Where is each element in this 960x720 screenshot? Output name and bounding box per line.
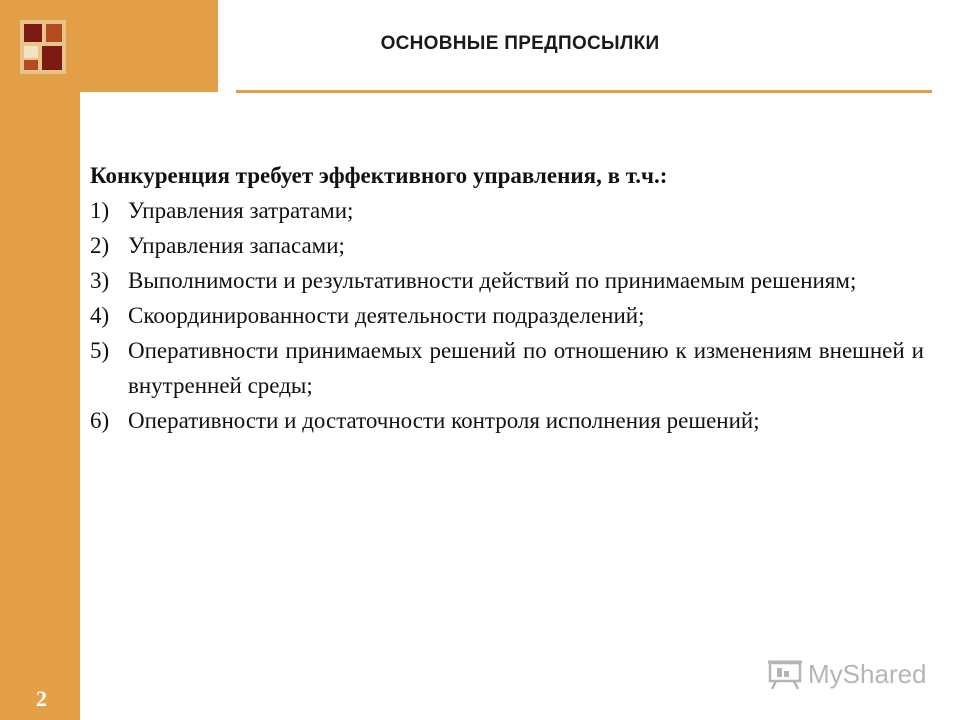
logo: [20, 20, 66, 74]
list-text: Оперативности принимаемых решений по отношению к изменениям внешней и внутренней среды;: [128, 338, 924, 398]
title-underline: [236, 90, 932, 93]
list-number: 3): [90, 268, 110, 293]
content-heading: Конкуренция требует эффективного управления, в т.ч.:: [90, 163, 668, 188]
list-text: Оперативности и достаточности контроля исполнения решений;: [128, 408, 760, 433]
list-text: Выполнимости и результативности действий по принимаемым решениям;: [128, 268, 857, 293]
list-text: Скоординированности деятельности подразделений;: [128, 303, 645, 328]
list-item: [90, 228, 924, 263]
watermark: [768, 657, 927, 691]
list-text: Управления запасами;: [128, 233, 345, 258]
list-number: 4): [90, 303, 110, 328]
list-item: [90, 193, 924, 228]
list-number: 1): [90, 198, 110, 223]
list-number: 2): [90, 233, 110, 258]
slide-title: ОСНОВНЫЕ ПРЕДПОСЫЛКИ: [380, 33, 660, 54]
list-item: [90, 403, 924, 438]
list-item: [90, 298, 924, 333]
presentation-board-icon: [768, 659, 802, 689]
page-number: 2: [36, 686, 47, 711]
slide-content: [90, 158, 924, 438]
left-accent-band: [0, 0, 80, 720]
list-item: [90, 333, 924, 403]
requirements-list: [90, 193, 924, 438]
list-item: [90, 263, 924, 298]
watermark-text: MyShared: [808, 658, 927, 689]
list-text: Управления затратами;: [128, 198, 354, 223]
list-number: 6): [90, 408, 110, 433]
list-number: 5): [90, 338, 110, 363]
